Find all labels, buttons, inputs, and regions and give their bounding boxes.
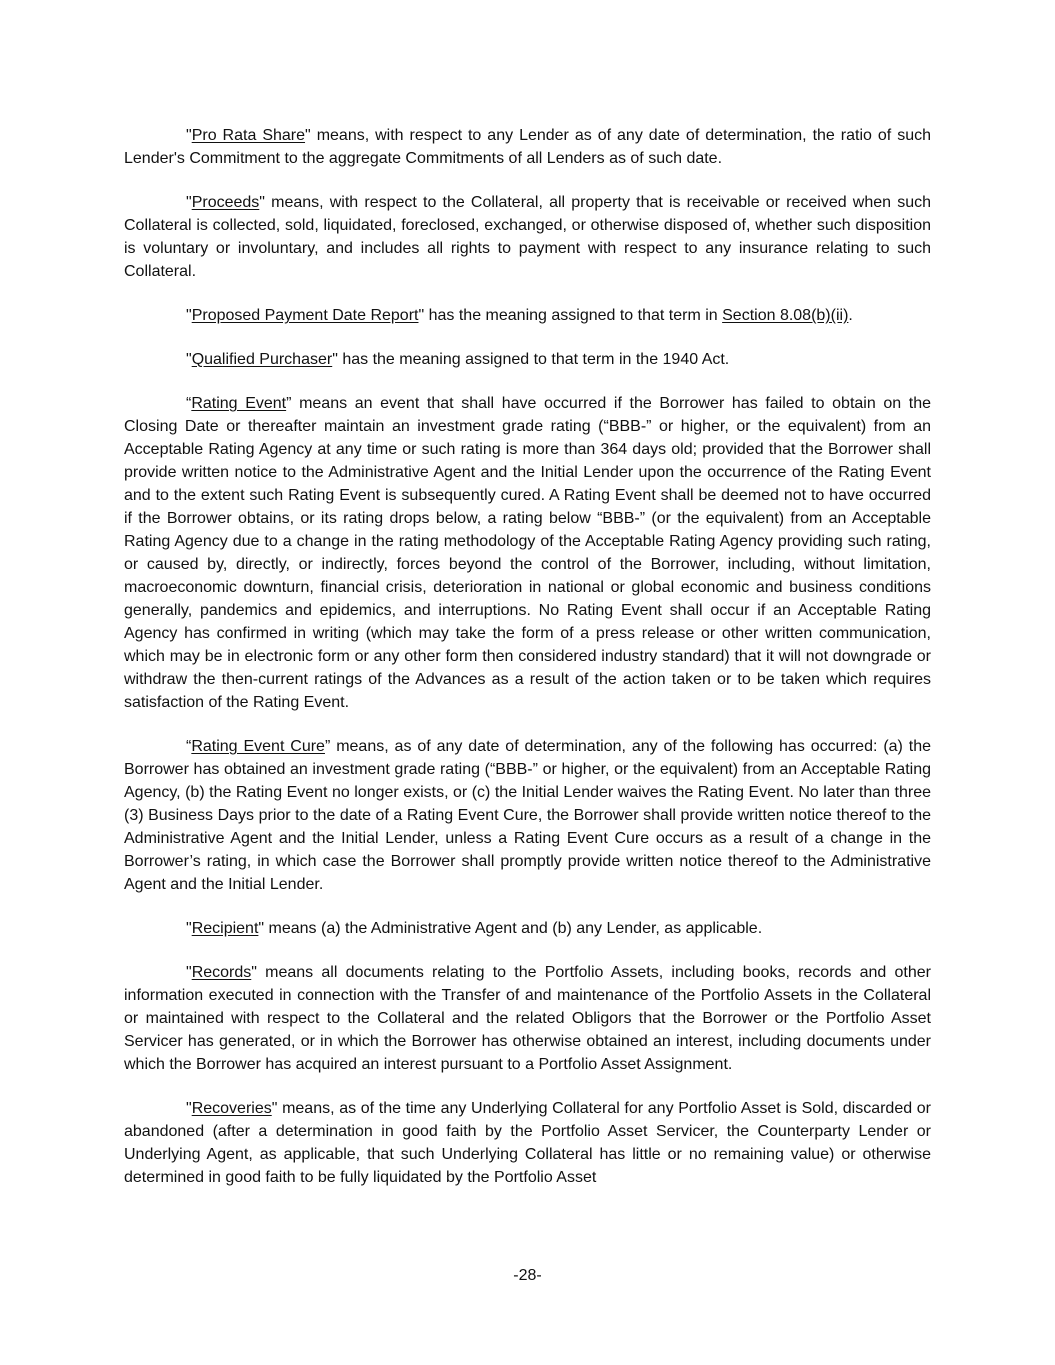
definition-text: means, with respect to the Collateral, all property that is receivable or received when such Collateral is collected, sold, liquidated, foreclosed, exchanged, or otherwise disposed of, whether such disposition is voluntary or involuntary, and includes all rights to payment with respect to any insurance relating to such Collateral. [124, 194, 931, 280]
definition-records: "Records" means all documents relating to the Portfolio Assets, including books, records and other information executed in connection with the Transfer of and maintenance of the Portfolio Assets in the Collateral or maintained with respect to the Collateral and the related Obligors that the Borrower or the Portfolio Asset Servicer has generated, or in which the Borrower has otherwise obtained an interest, including documents under which the Borrower has acquired an interest pursuant to a Portfolio Asset Assignment. [124, 964, 931, 1073]
page-number: -28- [513, 1267, 542, 1284]
definition-rating-event: “Rating Event” means an event that shall have occurred if the Borrower has failed to obtain on the Closing Date or thereafter maintain an investment grade rating (“BBB-” or higher, or the equivalent) from an Acceptable Rating Agency at any time or such rating is more than 364 days old; provided that the Borrower shall provide written notice to the Administrative Agent and the Initial Lender upon the occurrence of the Rating Event and to the extent such Rating Event is subsequently cured. A Rating Event shall be deemed not to have occurred if the Borrower obtains, or its rating drops below, a rating below “BBB-” (or the equivalent) from an Acceptable Rating Agency due to a change in the rating methodology of the Acceptable Rating Agency providing such rating, or caused by, directly, or indirectly, forces beyond the control of the Borrower, including, without limitation, macroeconomic downturn, financial crisis, deterioration in national or global economic and business conditions generally, pandemics and epidemics, and interruptions. No Rating Event shall occur if an Acceptable Rating Agency has confirmed in writing (which may take the form of a press release or other written communication, which may be in electronic form or any other form then considered industry standard) that it will not downgrade or withdraw the then-current ratings of the Advances as a result of the action taken or to be taken which requires satisfaction of the Rating Event. [124, 395, 932, 711]
definition-recipient: "Recipient" means (a) the Administrative Agent and (b) any Lender, as applicable. [186, 920, 763, 937]
defined-term: Rating Event Cure [191, 738, 325, 755]
definition-text: means an event that shall have occurred if the Borrower has failed to obtain on the Closing Date or thereafter maintain an investment grade rating (“BBB-” or higher, or the equivalent) from an Acceptable Rating Agency at any time or such rating is more than 364 days old; provided that the Borrower shall provide written notice to the Administrative Agent and the Initial Lender upon the occurrence of the Rating Event and to the extent such Rating Event is subsequently cured. A Rating Event shall be deemed not to have occurred if the Borrower obtains, or its rating drops below, a rating below “BBB-” (or the equivalent) from an Acceptable Rating Agency due to a change in the rating methodology of the Acceptable Rating Agency providing such rating, or caused by, directly, or indirectly, forces beyond the control of the Borrower, including, without limitation, macroeconomic downturn, financial crisis, deterioration in national or global economic and business conditions generally, pandemics and epidemics, and interruptions. No Rating Event shall occur if an Acceptable Rating Agency has confirmed in writing (which may take the form of a press release or other written communication, which may be in electronic form or any other form then considered industry standard) that it will not downgrade or withdraw the then-current ratings of the Advances as a result of the action taken or to be taken which requires satisfaction of the Rating Event. [124, 395, 932, 711]
definition-proposed-payment-date-report: "Proposed Payment Date Report" has the meaning assigned to that term in Section 8.08(b)(ii). [186, 307, 853, 324]
definition-rating-event-cure: “Rating Event Cure” means, as of any date of determination, any of the following has occurred: (a) the Borrower has obtained an investment grade rating (“BBB-” or higher, or the equivalent) from an Acceptable Rating Agency, (b) the Rating Event no longer exists, or (c) the Initial Lender waives the Rating Event. No later than three (3) Business Days prior to the date of a Rating Event Cure, the Borrower shall provide written notice thereof to the Administrative Agent and the Initial Lender, unless a Rating Event Cure occurs as a result of a change in the Borrower’s rating, in which case the Borrower shall promptly provide written notice thereof to the Administrative Agent and the Initial Lender. [124, 738, 932, 893]
definition-qualified-purchaser: "Qualified Purchaser" has the meaning assigned to that term in the 1940 Act. [186, 351, 730, 368]
defined-term: Recipient [191, 920, 259, 937]
definition-text: means, as of the time any Underlying Collateral for any Portfolio Asset is Sold, discarded or abandoned (after a determination in good faith by the Portfolio Asset Servicer, the Counterparty Lender or Underlying Agent, as applicable, that such Underlying Collateral has little or no remaining value) or otherwise determined in good faith to be fully liquidated by the Portfolio Asset [124, 1100, 931, 1186]
defined-term: Pro Rata Share [191, 127, 306, 144]
section-cross-reference: Section 8.08(b)(ii) [722, 307, 849, 324]
definition-text: means all documents relating to the Portfolio Assets, including books, records and other information executed in connection with the Transfer of and maintenance of the Portfolio Assets in the Collateral or maintained with respect to the Collateral and the related Obligors that the Borrower or the Portfolio Asset Servicer has generated, or in which the Borrower has otherwise obtained an interest, including documents under which the Borrower has acquired an interest pursuant to a Portfolio Asset Assignment. [124, 964, 931, 1073]
defined-term: Proceeds [191, 194, 260, 211]
definition-text: has the meaning assigned to that term in [424, 307, 723, 324]
definition-text: has the meaning assigned to that term in the 1940 Act. [337, 351, 730, 368]
document-body [124, 124, 931, 1210]
defined-term: Rating Event [191, 395, 287, 412]
defined-term: Qualified Purchaser [191, 351, 333, 368]
defined-term: Records [191, 964, 252, 981]
definition-proceeds: "Proceeds" means, with respect to the Collateral, all property that is receivable or received when such Collateral is collected, sold, liquidated, foreclosed, exchanged, or otherwise disposed of, whether such disposition is voluntary or involuntary, and includes all rights to payment with respect to any insurance relating to such Collateral. [124, 194, 931, 280]
defined-term: Recoveries [191, 1100, 272, 1117]
defined-term: Proposed Payment Date Report [191, 307, 419, 324]
definition-text: means, as of any date of determination, any of the following has occurred: (a) the Borrower has obtained an investment grade rating (“BBB-” or higher, or the equivalent) from an Acceptable Rating Agency, (b) the Rating Event no longer exists, or (c) the Initial Lender waives the Rating Event. No later than three (3) Business Days prior to the date of a Rating Event Cure, the Borrower shall provide written notice thereof to the Administrative Agent and the Initial Lender, unless a Rating Event Cure occurs as a result of a change in the Borrower’s rating, in which case the Borrower shall promptly provide written notice thereof to the Administrative Agent and the Initial Lender. [124, 738, 932, 893]
definition-pro-rata-share: "Pro Rata Share" means, with respect to any Lender as of any date of determination, the ratio of such Lender's Commitment to the aggregate Commitments of all Lenders as of such date. [124, 127, 932, 167]
definition-recoveries: "Recoveries" means, as of the time any Underlying Collateral for any Portfolio Asset is Sold, discarded or abandoned (after a determination in good faith by the Portfolio Asset Servicer, the Counterparty Lender or Underlying Agent, as applicable, that such Underlying Collateral has little or no remaining value) or otherwise determined in good faith to be fully liquidated by the Portfolio Asset [124, 1100, 931, 1186]
definition-text: means, with respect to any Lender as of any date of determination, the ratio of such Lender's Commitment to the aggregate Commitments of all Lenders as of such date. [124, 127, 932, 167]
definition-text: means (a) the Administrative Agent and (b) any Lender, as applicable. [264, 920, 763, 937]
